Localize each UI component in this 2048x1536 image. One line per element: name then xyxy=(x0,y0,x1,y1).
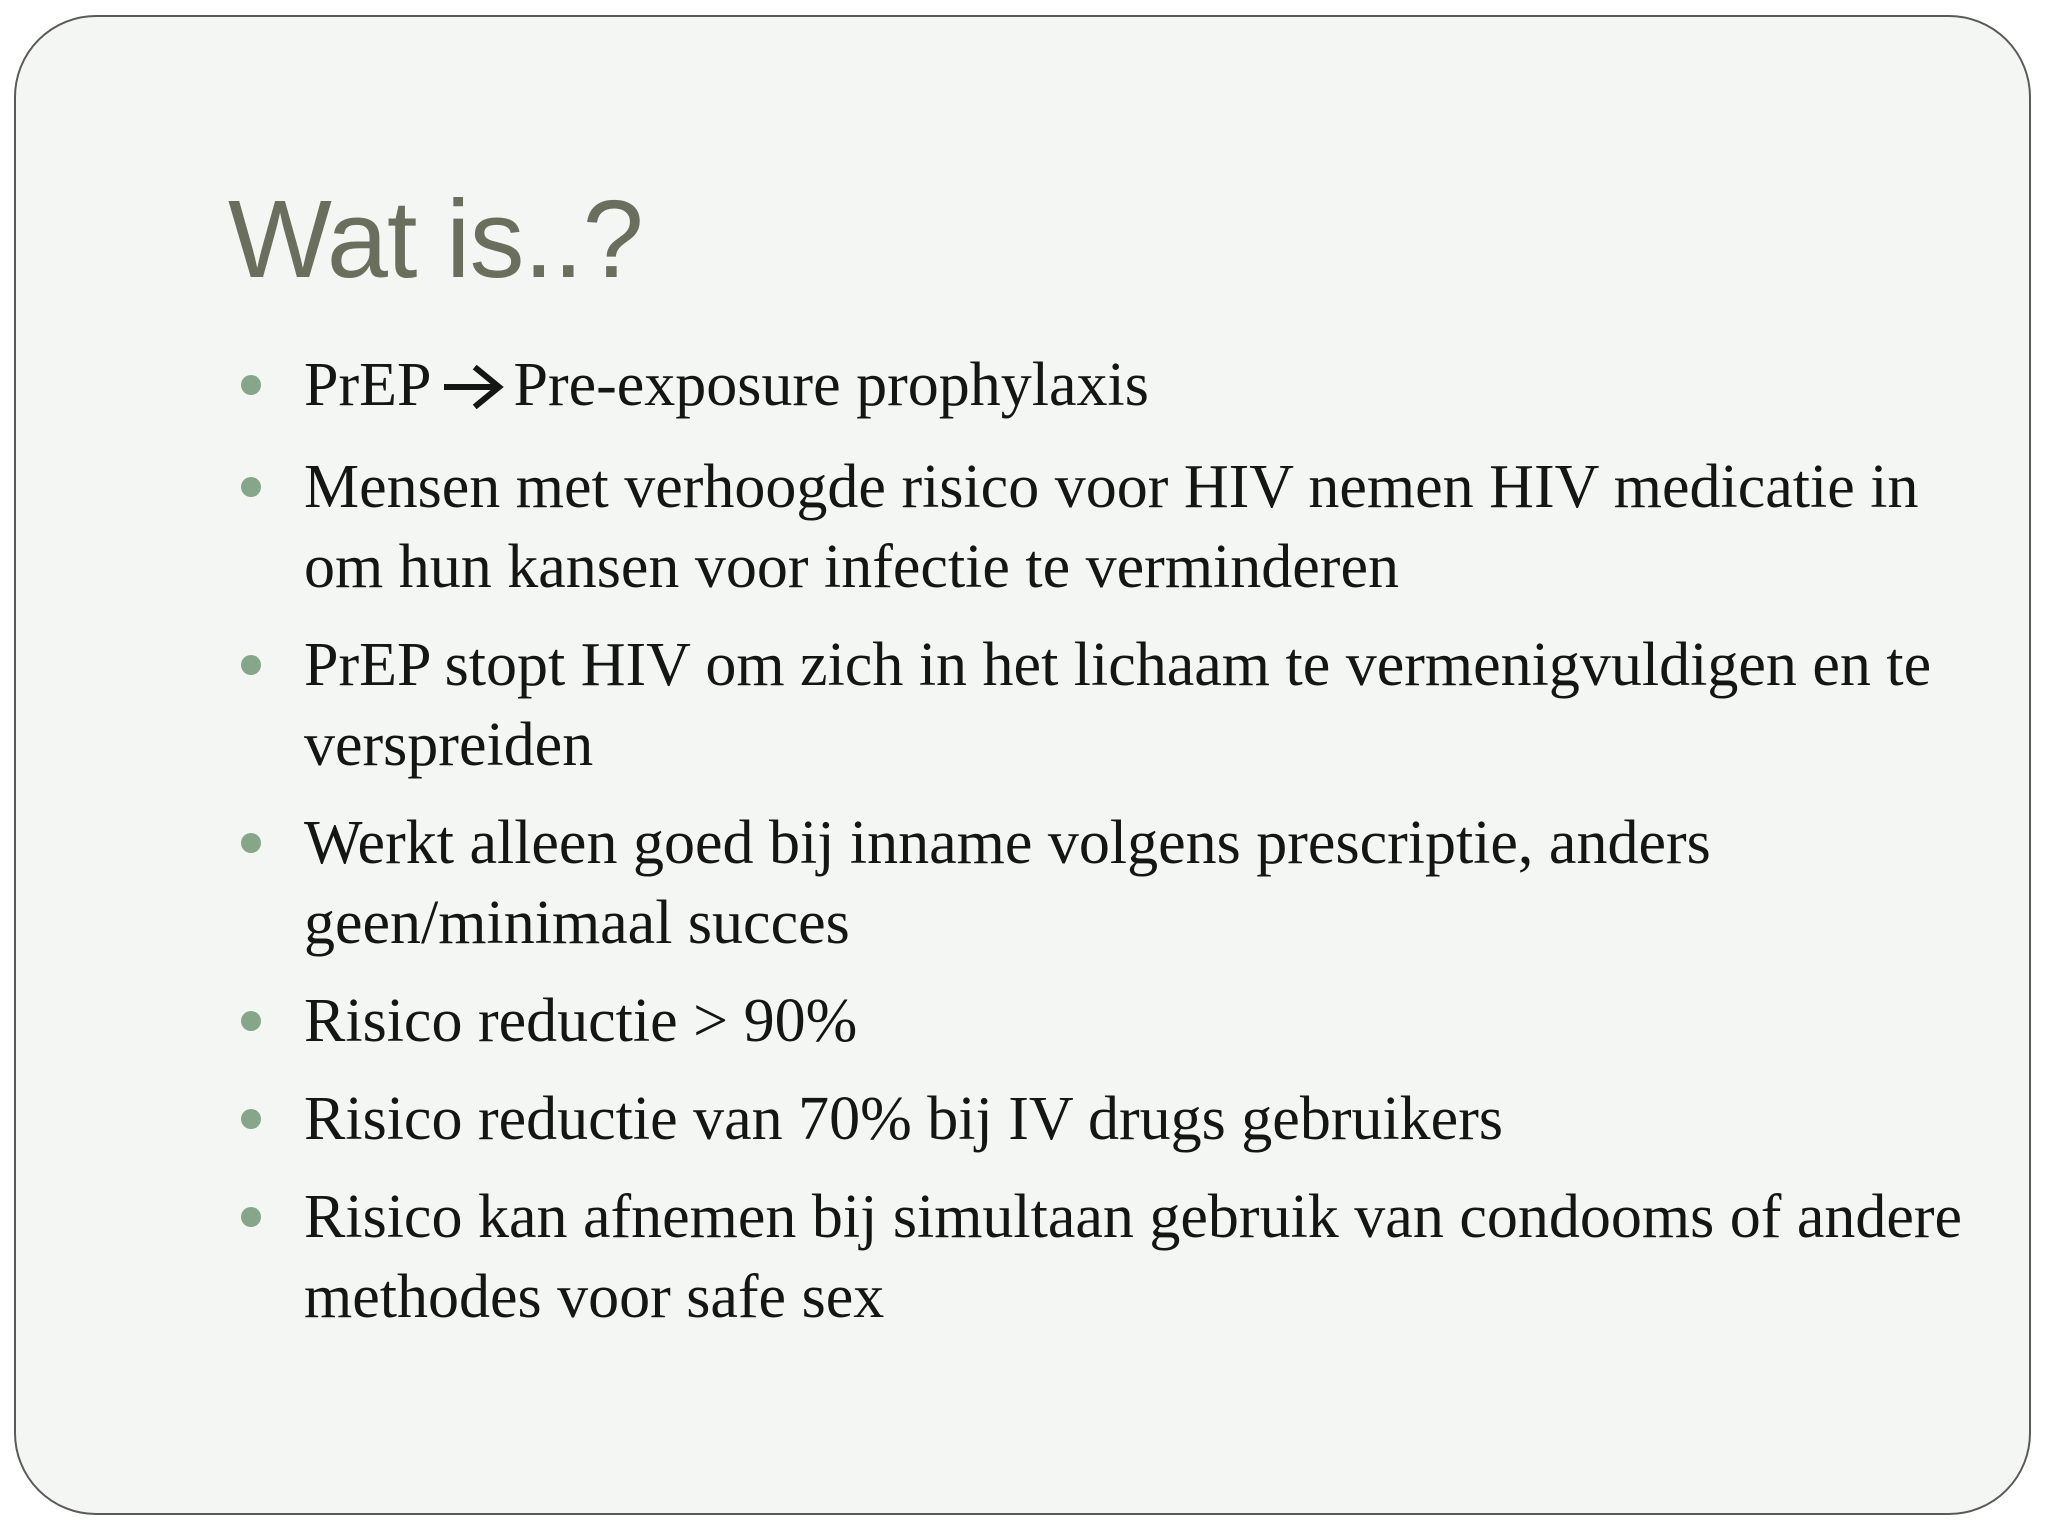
bullet-text: Risico reductie van 70% bij IV drugs gebruikers xyxy=(304,1085,1503,1153)
bullet-text: Risico kan afnemen bij simultaan gebruik van condooms of andere methodes voor safe sex xyxy=(304,1183,1963,1331)
bullet-text: PrEP stopt HIV om zich in het lichaam te vermenigvuldigen en te verspreiden xyxy=(304,631,1932,779)
bullet-item xyxy=(228,1079,1998,1159)
bullet-dot-icon xyxy=(241,477,261,497)
bullet-text-prep: PrEP xyxy=(304,351,432,419)
bullet-dot-icon xyxy=(241,833,261,853)
bullet-dot-icon xyxy=(241,1011,261,1031)
bullet-text: Risico reductie > 90% xyxy=(304,987,858,1055)
slide-title: Wat is..? xyxy=(228,178,643,301)
bullet-item xyxy=(228,625,1998,785)
slide xyxy=(14,15,2031,1515)
bullet-dot-icon xyxy=(241,375,261,395)
bullet-item xyxy=(228,447,1998,607)
bullet-item xyxy=(228,1177,1998,1337)
bullet-list xyxy=(228,345,1998,1355)
bullet-item xyxy=(228,803,1998,963)
bullet-dot-icon xyxy=(241,655,261,675)
bullet-item xyxy=(228,981,1998,1061)
bullet-text: Werkt alleen goed bij inname volgens prescriptie, anders geen/minimaal succes xyxy=(304,809,1711,957)
bullet-text: Mensen met verhoogde risico voor HIV nemen HIV medicatie in om hun kansen voor infectie te verminderen xyxy=(304,453,1919,601)
bullet-item-prep xyxy=(228,345,1998,429)
right-arrow-icon xyxy=(443,349,505,429)
bullet-text-prep-definition: Pre-exposure prophylaxis xyxy=(513,351,1149,419)
bullet-dot-icon xyxy=(241,1109,261,1129)
bullet-dot-icon xyxy=(241,1207,261,1227)
